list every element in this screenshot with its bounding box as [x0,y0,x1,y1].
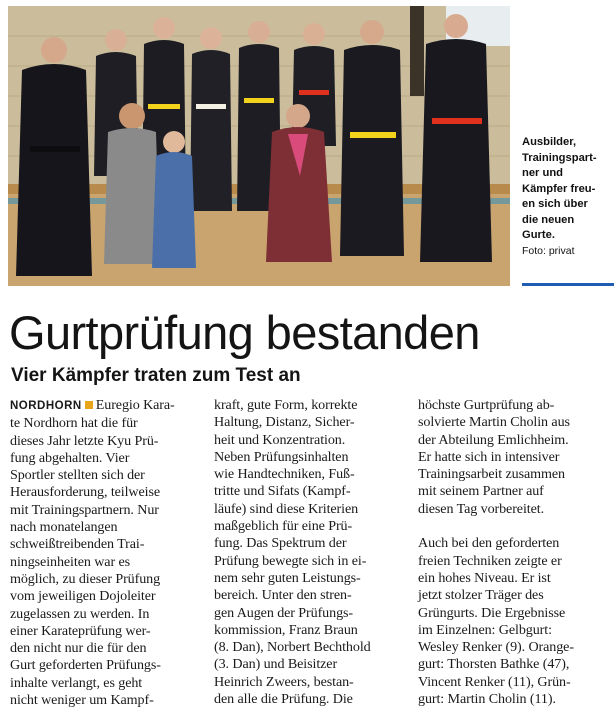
text-line: gurt: Martin Cholin (11). [418,691,556,708]
article-column-1 [10,397,204,709]
text-line: bereich. Unter den stren- [214,587,352,604]
text-line: inhalte verlangt, es geht [10,674,143,691]
first-line [10,397,204,415]
paragraph-gap [418,518,612,535]
text-line: Sportler stellten sich der [10,467,145,484]
text-line: nach monatelangen [10,519,118,536]
text-line: maßgeblich für eine Prü- [214,518,353,535]
headline: Gurtprüfung bestanden [9,306,480,359]
photo-credit: Foto: privat [522,244,575,257]
text-line: Er hatte sich in intensiver [418,448,560,465]
text-line: dieses Jahr letzte Kyu Prü- [10,432,159,449]
text-line: wie Handtechniken, Fuß- [214,466,355,483]
text-line: im Einzelnen: Gelbgurt: [418,621,552,638]
text-line: ningseinheiten war es [10,553,131,570]
text-line: mit Trainingspartnern. Nur [10,501,159,518]
caption-line: en sich über [522,198,588,210]
text-line: heit und Konzentration. [214,431,346,448]
text-line: te Nordhorn hat die für [10,415,138,432]
text-line: Euregio Kara- [95,397,175,413]
text-line: der Abteilung Emlichheim. [418,431,569,448]
text-line: Grüngurts. Die Ergebnisse [418,604,566,621]
text-line: kommission, Franz Braun [214,621,358,638]
dateline: NORDHORN [10,400,82,412]
text-line: schweißtreibenden Trai- [10,536,145,553]
text-line: Herausforderung, teilweise [10,484,161,501]
text-line: Prüfung bewegte sich in ei- [214,552,367,569]
text-line: möglich, zu dieser Prüfung [10,570,161,587]
caption-line: Kämpfer freu- [522,182,596,195]
text-line: den nicht nur die für den [10,640,147,657]
article-photo [8,6,510,286]
text-line: den alle die Prüfung. Die [214,691,353,708]
text-line: Haltung, Distanz, Sicher- [214,414,355,431]
text-line: ein hohes Niveau. Er ist [418,569,551,586]
text-line: gurt: Thorsten Bathke (47), [418,656,570,673]
text-line: (3. Dan) und Beisitzer [214,656,338,673]
text-line: nicht weniger um Kampf- [10,692,154,709]
text-line: Gurt geforderten Prüfungs- [10,657,161,674]
group-photo-illustration [8,6,510,286]
subheadline: Vier Kämpfer traten zum Test an [11,365,301,386]
caption-rule [522,283,614,286]
text-line: kraft, gute Form, korrekte [214,397,358,413]
text-line: vom jeweiligen Dojoleiter [10,588,156,605]
text-line: Auch bei den geforderten [418,535,560,552]
article-column-2 [214,397,408,708]
text-line: diesen Tag vorbereitet. [418,500,544,517]
text-line: (8. Dan), Norbert Bechthold [214,639,371,656]
photo-caption [522,135,614,259]
text-line: solvierte Martin Cholin aus [418,414,570,431]
text-line: gen Augen der Prüfungs- [214,604,354,621]
text-line: freien Techniken zeigte er [418,552,562,569]
text-line: Wesley Renker (9). Orange- [418,639,574,656]
caption-line: Ausbilder, [522,136,577,148]
text-line: jetzt stolzer Träger des [418,587,544,604]
text-line: fung. Das Spektrum der [214,535,347,552]
text-line: tritte und Sifats (Kampf- [214,483,351,500]
caption-line: Gurte. [522,229,555,241]
text-line: zugelassen zu werden. In [10,605,150,622]
text-line: mit seinem Partner auf [418,483,544,500]
caption-line: Trainingspart- [522,151,597,164]
caption-line: ner und [522,167,564,179]
text-line: Vincent Renker (11), Grün- [418,673,571,690]
text-line: einer Karateprüfung wer- [10,622,151,639]
accent-square [85,401,93,409]
text-line: nem sehr guten Leistungs- [214,569,361,586]
article-column-3 [418,397,612,708]
text-line: Heinrich Zweers, bestan- [214,673,354,690]
text-line: Neben Prüfungsinhalten [214,448,349,465]
caption-line: die neuen [522,213,575,226]
text-line: Trainingsarbeit zusammen [418,466,565,483]
text-line: läufe) sind diese Kriterien [214,500,359,517]
text-line: höchste Gurtprüfung ab- [418,397,555,413]
text-line: fung abgehalten. Vier [10,449,130,466]
